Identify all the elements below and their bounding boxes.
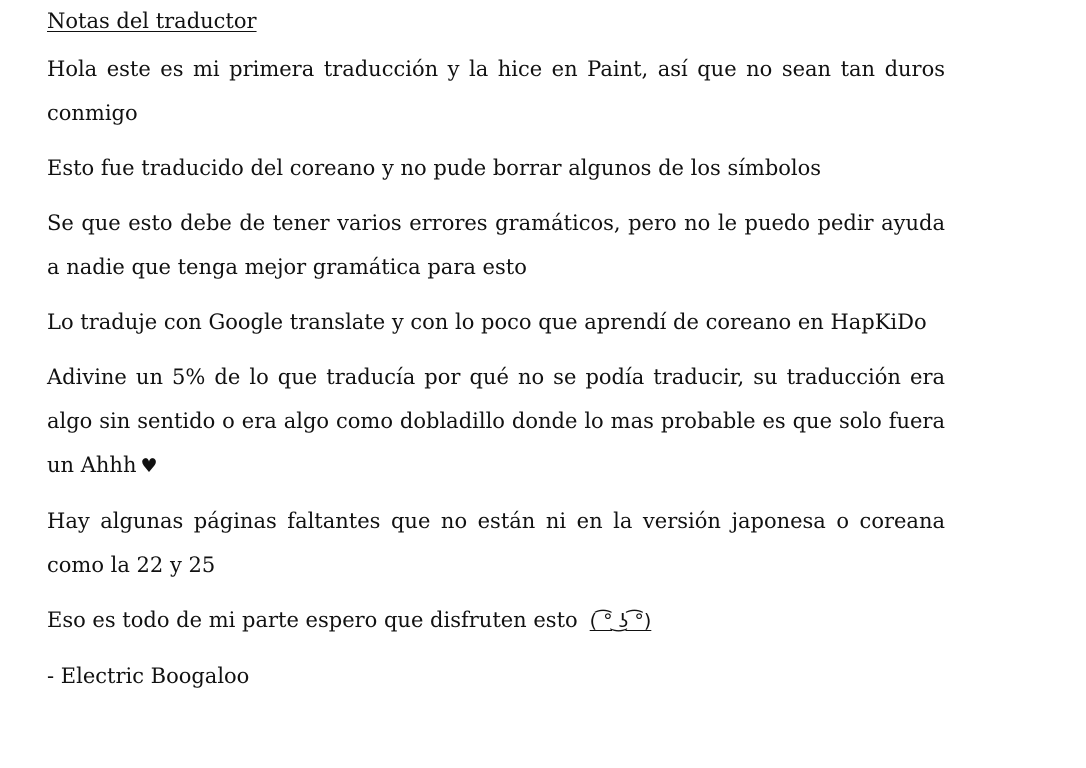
paragraph-closing-text: Eso es todo de mi parte espero que disfruten esto xyxy=(47,608,578,632)
paragraph-missing-pages: Hay algunas páginas faltantes que no están ni en la versión japonesa o coreana como la 22 y 25 xyxy=(47,509,945,577)
translator-notes-page xyxy=(47,6,945,709)
page-title: Notas del traductor xyxy=(47,9,257,33)
signature: - Electric Boogaloo xyxy=(47,664,250,688)
paragraph-translated-from-korean: Esto fue traducido del coreano y no pude borrar algunos de los símbolos xyxy=(47,156,822,180)
paragraph-google-translate: Lo traduje con Google translate y con lo poco que aprendí de coreano en HapKiDo xyxy=(47,310,927,334)
heart-icon: ♥ xyxy=(140,455,158,477)
paragraph-first-translation: Hola este es mi primera traducción y la hice en Paint, así que no sean tan duros conmigo xyxy=(47,57,945,125)
lenny-face-emoticon: ( ͡° ͜ʖ ͡°) xyxy=(589,610,652,632)
paragraph-guessed-percentage xyxy=(47,355,945,488)
paragraph-grammar-errors: Se que esto debe de tener varios errores gramáticos, pero no le puedo pedir ayuda a nadie que tenga mejor gramática para esto xyxy=(47,211,945,279)
paragraph-guessed-percentage-text: Adivine un 5% de lo que traducía por qué no se podía traducir, su traducción era algo sin sentido o era algo como dobladillo donde lo mas probable es que solo fuera un Ahhh xyxy=(47,365,945,477)
paragraph-closing xyxy=(47,598,945,643)
